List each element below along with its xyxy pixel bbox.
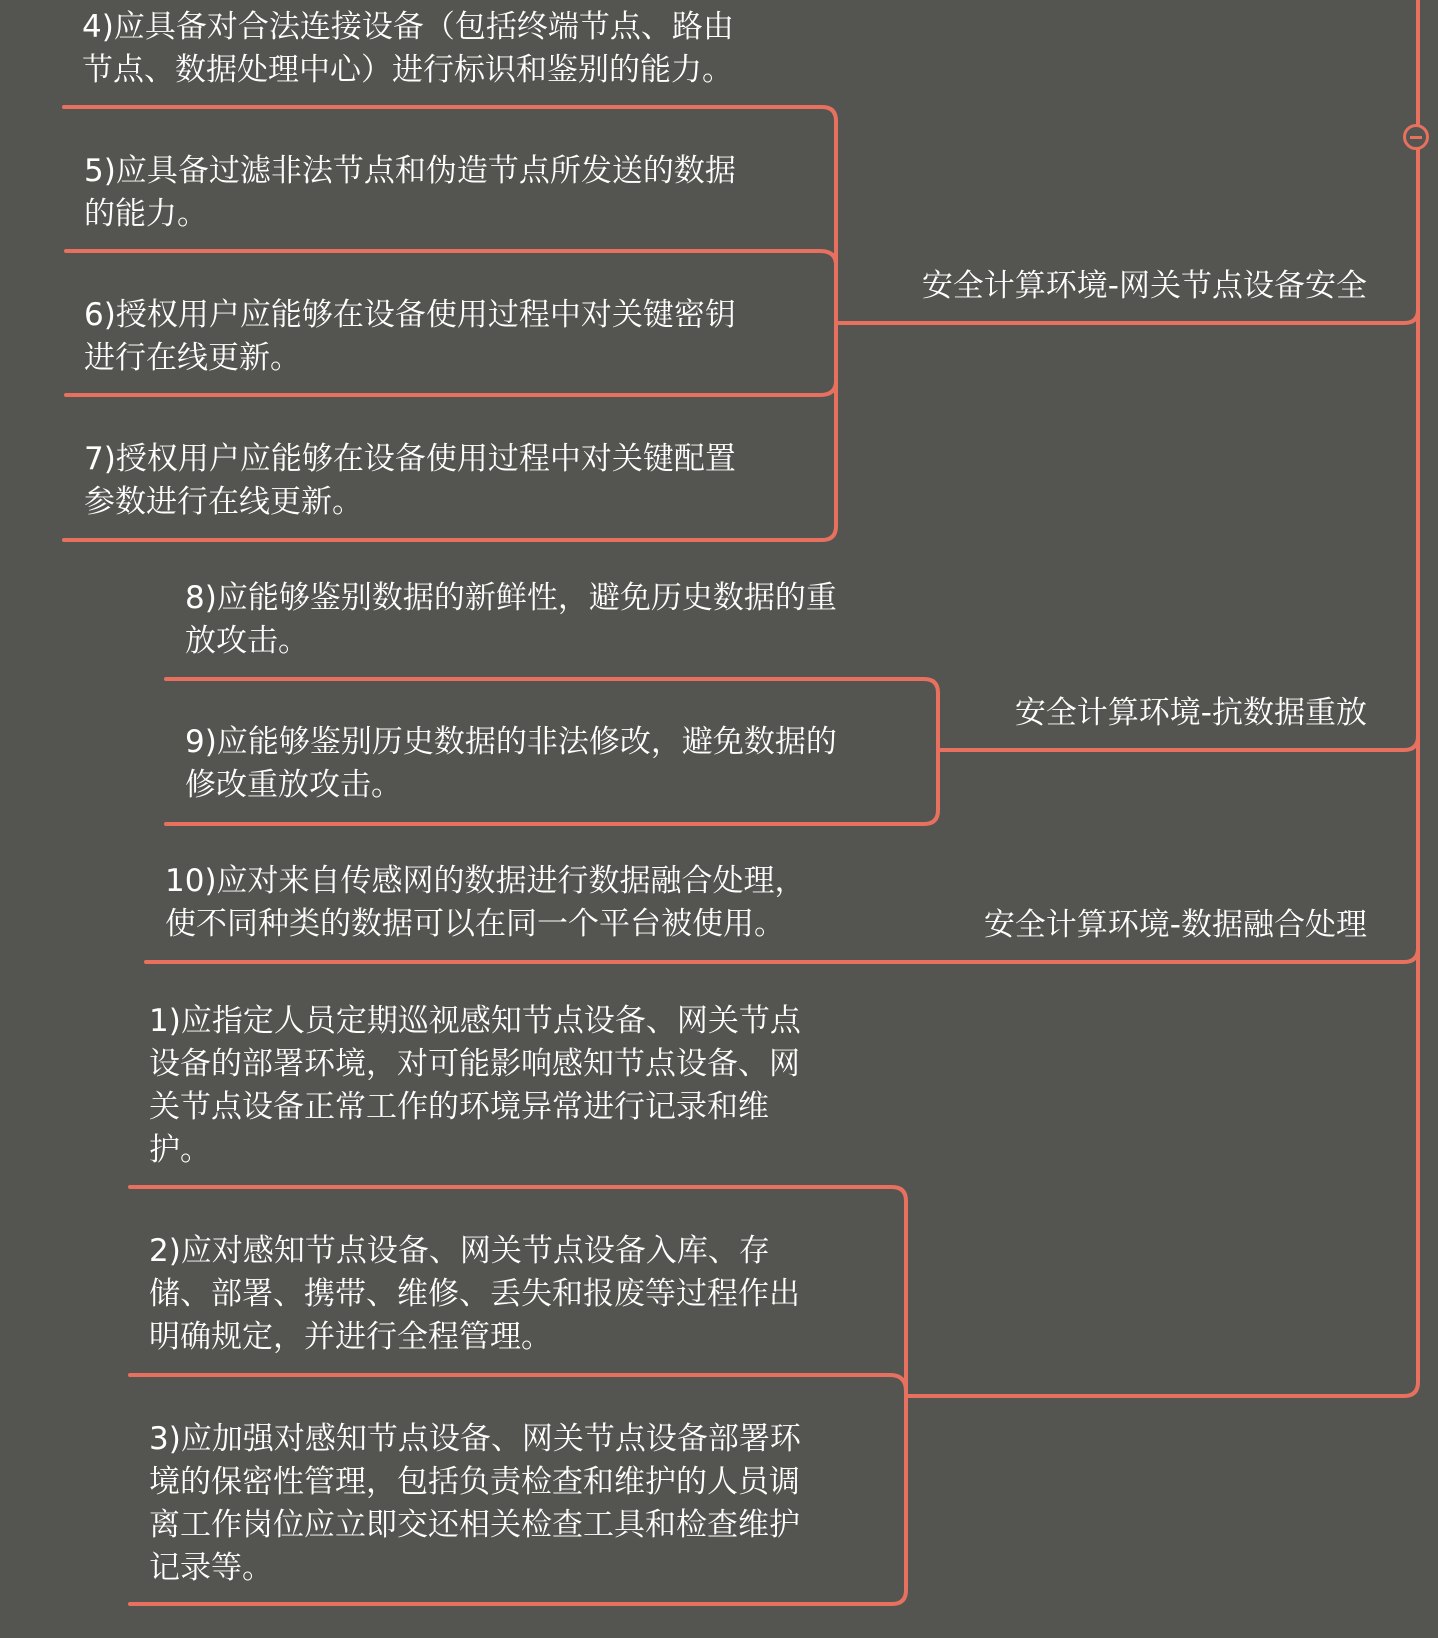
branch-gateway-underline (838, 310, 1418, 323)
node-9[interactable]: 9)应能够鉴别历史数据的非法修改，避免数据的 修改重放攻击。 (185, 724, 837, 803)
node-8[interactable]: 8)应能够鉴别数据的新鲜性，避免历史数据的重 放攻击。 (185, 580, 837, 659)
node-6-underline (66, 381, 836, 395)
node-7[interactable]: 7)授权用户应能够在设备使用过程中对关键配置 参数进行在线更新。 (84, 441, 736, 520)
node-5-underline (66, 251, 836, 265)
node-m1[interactable]: 1)应指定人员定期巡视感知节点设备、网关节点 设备的部署环境，对可能影响感知节点设备、网 关节点设备正常工作的环境异常进行记录和维 护。 (149, 1003, 801, 1168)
node-4[interactable]: 4)应具备对合法连接设备（包括终端节点、路由 节点、数据处理中心）进行标识和鉴别的能力。 (82, 9, 734, 88)
node-m2[interactable]: 2)应对感知节点设备、网关节点设备入库、存 储、部署、携带、维修、丢失和报废等过程作出 明确规定，并进行全程管理。 (149, 1233, 800, 1355)
node-m3[interactable]: 3)应加强对感知节点设备、网关节点设备部署环 境的保密性管理，包括负责检查和维护的人员调 离工作岗位应立即交还相关检查工具和检查维护 记录等。 (149, 1421, 801, 1586)
branch-data-fusion-label[interactable]: 安全计算环境-数据融合处理 (983, 907, 1367, 943)
collapse-minus-icon[interactable] (1403, 124, 1429, 150)
node-10[interactable]: 10)应对来自传感网的数据进行数据融合处理， 使不同种类的数据可以在同一个平台被使用。 (165, 863, 806, 942)
branch-gateway-label[interactable]: 安全计算环境-网关节点设备安全 (921, 268, 1367, 304)
branch-data-fusion-underline (146, 948, 1418, 962)
branch-anti-replay-underline (938, 736, 1418, 750)
node-5[interactable]: 5)应具备过滤非法节点和伪造节点所发送的数据 的能力。 (84, 153, 736, 232)
node-m2-underline (130, 1375, 906, 1391)
node-6[interactable]: 6)授权用户应能够在设备使用过程中对关键密钥 进行在线更新。 (84, 297, 736, 376)
branch-anti-replay-label[interactable]: 安全计算环境-抗数据重放 (1014, 695, 1367, 731)
